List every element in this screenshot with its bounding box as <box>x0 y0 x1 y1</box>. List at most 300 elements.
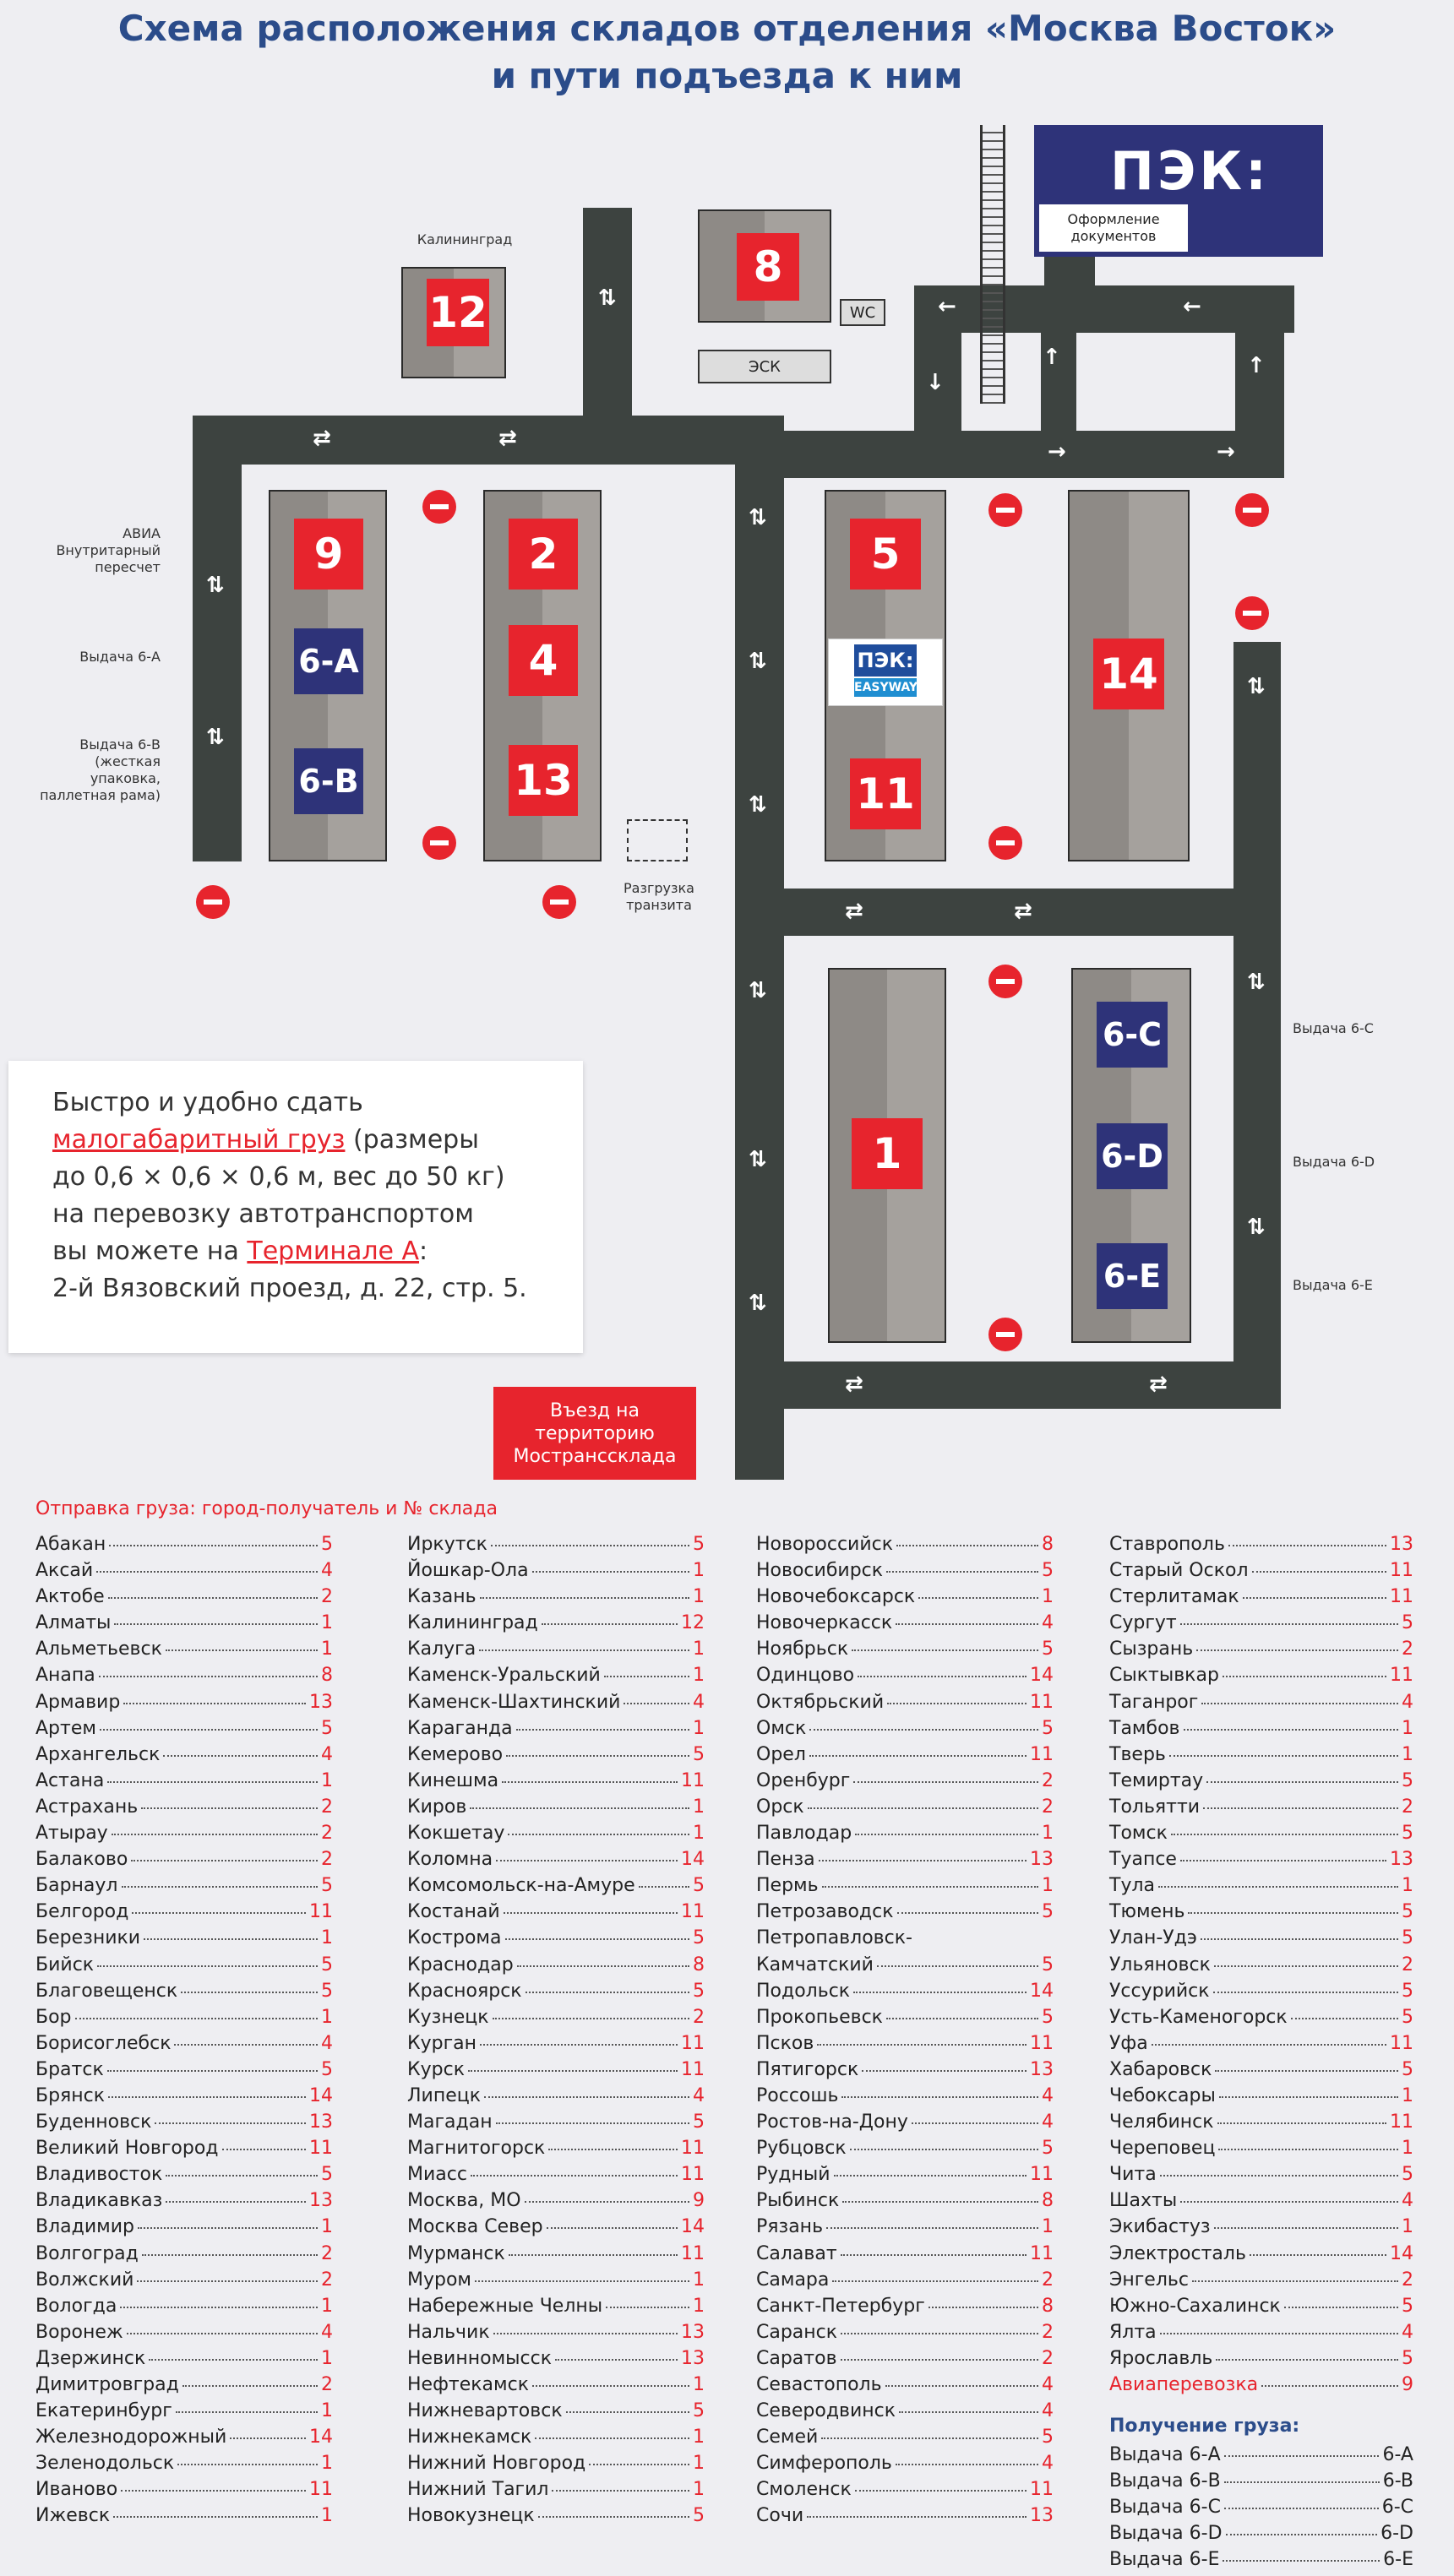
warehouse-number: 1 <box>321 2453 333 2475</box>
warehouse-number: 1 <box>321 1612 333 1634</box>
city-name: Тюмень <box>1109 1901 1185 1923</box>
warehouse-number: 5 <box>321 1954 333 1975</box>
receive-heading: Получение груза: <box>1109 2416 1300 2437</box>
city-name: Оренбург <box>756 1769 851 1791</box>
kaliningrad-label: Калининград <box>417 231 513 247</box>
warehouse-number: 5 <box>1042 1901 1054 1923</box>
city-name: Тула <box>1109 1875 1156 1897</box>
warehouse-number: 1 <box>693 1586 705 1608</box>
warehouse-number: 5 <box>1402 1823 1413 1845</box>
warehouse-number: 4 <box>1042 2374 1054 2395</box>
warehouse-number: 1 <box>1402 2216 1413 2238</box>
list-item <box>35 1823 333 1849</box>
two-way-arrow-icon: ⇅ <box>749 649 767 674</box>
city-name: Ижевск <box>35 2505 111 2527</box>
warehouse-number: 1 <box>693 1823 705 1845</box>
list-item <box>756 1875 1054 1901</box>
list-item <box>756 2296 1054 2322</box>
list-item <box>1109 1692 1413 1718</box>
city-name: Архангельск <box>35 1743 161 1765</box>
list-item <box>407 2164 705 2190</box>
warehouse-number: 5 <box>1402 2058 1413 2080</box>
city-name: Томск <box>1109 1823 1168 1845</box>
warehouse-number: 13 <box>1030 2058 1054 2080</box>
two-way-arrow-icon: ⇅ <box>1247 1215 1266 1240</box>
list-item <box>35 2190 333 2216</box>
list-item <box>756 1744 1054 1770</box>
warehouse-number: 5 <box>1042 2138 1054 2160</box>
warehouse-number: 2 <box>321 2374 333 2395</box>
warehouse-number: 4 <box>321 1560 333 1582</box>
warehouse-number: 2 <box>693 2006 705 2028</box>
list-item <box>407 2243 705 2269</box>
two-way-arrow-icon: ⇅ <box>206 725 225 750</box>
warehouse-number: 1 <box>1402 2138 1413 2160</box>
two-way-arrow-icon: ⇄ <box>845 1372 863 1397</box>
warehouse-number: 11 <box>1030 2242 1054 2264</box>
city-name: Москва Север <box>407 2216 543 2238</box>
city-name: Пенза <box>756 1849 815 1871</box>
city-name: Волгоград <box>35 2242 139 2264</box>
no-entry-icon <box>422 490 456 524</box>
list-item <box>1109 2164 1413 2190</box>
list-item <box>1109 2497 1413 2523</box>
city-name: Сочи <box>756 2505 804 2527</box>
list-item <box>756 1981 1054 2007</box>
city-name: Бийск <box>35 1954 95 1975</box>
city-name: Кинешма <box>407 1769 499 1791</box>
warehouse-number: 5 <box>321 1717 333 1739</box>
list-item <box>1109 1981 1413 2007</box>
city-name: Рубцовск <box>756 2138 847 2160</box>
list-item <box>35 2453 333 2479</box>
warehouse-11: 11 <box>850 758 921 829</box>
city-name: Ульяновск <box>1109 1954 1211 1975</box>
city-name: Москва, МО <box>407 2190 521 2212</box>
warehouse-number: 1 <box>693 2269 705 2291</box>
city-name: Энгельс <box>1109 2269 1189 2291</box>
railway-track <box>980 125 1005 404</box>
city-name: Орск <box>756 1796 804 1818</box>
city-name: Тамбов <box>1109 1717 1180 1739</box>
city-name: Пермь <box>756 1875 819 1897</box>
warehouse-number: 5 <box>321 1980 333 2002</box>
warehouse-number: 11 <box>681 2058 705 2080</box>
warehouse-number: 4 <box>1042 2084 1054 2106</box>
city-name: Артем <box>35 1717 96 1739</box>
list-item <box>35 1770 333 1796</box>
warehouse-number: 2 <box>321 2242 333 2264</box>
warehouse-number: 5 <box>1402 1980 1413 2002</box>
list-item <box>1109 1796 1413 1823</box>
list-item <box>35 2216 333 2242</box>
city-name: Новороссийск <box>756 1534 894 1555</box>
city-name: Курган <box>407 2032 477 2054</box>
city-name: Северодвинск <box>756 2400 896 2422</box>
list-item <box>35 2427 333 2453</box>
list-item <box>407 2427 705 2453</box>
warehouse-number: 11 <box>1030 2032 1054 2054</box>
warehouse-number: 5 <box>693 1743 705 1765</box>
warehouse-number: 1 <box>321 2216 333 2238</box>
warehouse-number: 2 <box>321 1586 333 1608</box>
city-name: Электросталь <box>1109 2242 1246 2264</box>
warehouse-number: 5 <box>321 1875 333 1897</box>
list-item <box>756 2164 1054 2190</box>
city-name: Петропавловск- <box>756 1927 912 1949</box>
promo-terminal-a-link[interactable]: Терминале А <box>247 1236 420 1266</box>
warehouse-6d: 6-D <box>1097 1123 1168 1189</box>
list-item <box>756 1560 1054 1586</box>
two-way-arrow-icon: ⇅ <box>749 1147 767 1172</box>
list-item <box>756 1612 1054 1639</box>
city-name: Ростов-на-Дону <box>756 2111 908 2133</box>
city-name: Кузнецк <box>407 2006 489 2028</box>
warehouse-number: 2 <box>1042 2321 1054 2343</box>
warehouse-number: 11 <box>1390 1665 1413 1687</box>
warehouse-6c: 6-C <box>1097 1002 1168 1068</box>
list-item <box>756 1692 1054 1718</box>
city-name: Буденновск <box>35 2111 152 2133</box>
no-entry-icon <box>422 826 456 860</box>
warehouse-number: 1 <box>693 1796 705 1818</box>
list-item <box>1109 2085 1413 2111</box>
city-name: Владикавказ <box>35 2190 163 2212</box>
city-name: Ярославль <box>1109 2347 1213 2369</box>
warehouse-number: 2 <box>321 1823 333 1845</box>
list-item <box>407 2138 705 2164</box>
city-name: Вологда <box>35 2295 117 2317</box>
city-name: Одинцово <box>756 1665 855 1687</box>
list-item <box>756 1639 1054 1665</box>
warehouse-number: 5 <box>1402 1927 1413 1949</box>
list-item <box>35 2296 333 2322</box>
list-item <box>1109 2549 1413 2575</box>
city-name: Пятигорск <box>756 2058 859 2080</box>
list-item <box>407 2190 705 2216</box>
no-entry-icon <box>988 493 1022 527</box>
warehouse-number: 11 <box>1030 1691 1054 1713</box>
city-name: Уфа <box>1109 2032 1148 2054</box>
city-name: Астана <box>35 1769 105 1791</box>
city-name: Димитровград <box>35 2374 179 2395</box>
warehouse-number: 13 <box>309 2111 333 2133</box>
list-item <box>1109 2138 1413 2164</box>
list-item <box>35 2164 333 2190</box>
city-name: Нижний Тагил <box>407 2479 549 2501</box>
list-item <box>35 1665 333 1691</box>
list-item <box>407 1770 705 1796</box>
warehouse-number: 1 <box>1402 2084 1413 2106</box>
list-item <box>35 1612 333 1639</box>
index-column-4 <box>1109 1534 1413 2576</box>
warehouse-number: 6-A <box>1382 2444 1413 2466</box>
two-way-arrow-icon: ⇅ <box>749 978 767 1003</box>
city-name: Великий Новгород <box>35 2138 219 2160</box>
warehouse-number: 6-C <box>1381 2497 1413 2519</box>
list-item <box>1109 1718 1413 1744</box>
city-name: Воронеж <box>35 2321 123 2343</box>
entry-sign: Въезд на территорию Мострансcклада <box>493 1387 696 1480</box>
list-item <box>35 2085 333 2111</box>
list-item <box>407 2033 705 2059</box>
warehouse-number: 9 <box>693 2190 705 2212</box>
warehouse-number: 1 <box>321 2295 333 2317</box>
city-name: Темиртау <box>1109 1769 1204 1791</box>
city-name: Бор <box>35 2006 72 2028</box>
city-name: Абакан <box>35 1534 106 1555</box>
city-name: Курск <box>407 2058 465 2080</box>
list-item <box>35 1639 333 1665</box>
warehouse-number: 1 <box>693 2453 705 2475</box>
page-subtitle: и пути подъезда к ним <box>491 55 963 96</box>
warehouse-number: 5 <box>1042 1717 1054 1739</box>
city-name: Санкт-Петербург <box>756 2295 925 2317</box>
city-name: Ноябрьск <box>756 1639 849 1660</box>
index-column-1 <box>35 1534 333 2532</box>
warehouse-number: 6-B <box>1382 2470 1413 2492</box>
warehouse-number: 14 <box>681 1849 705 1871</box>
promo-line-6: 2-й Вязовский проезд, д. 22, стр. 5. <box>52 1274 527 1303</box>
warehouse-13: 13 <box>509 745 578 816</box>
warehouse-number: 5 <box>1402 1901 1413 1923</box>
city-name: Севастополь <box>756 2374 882 2395</box>
list-item <box>35 2007 333 2033</box>
promo-line-1: Быстро и удобно сдать <box>52 1088 363 1117</box>
list-item <box>35 1718 333 1744</box>
two-way-arrow-icon: ⇅ <box>206 573 225 598</box>
warehouse-number: 5 <box>321 2058 333 2080</box>
warehouse-number: 1 <box>1042 1586 1054 1608</box>
warehouse-number: 13 <box>1030 2505 1054 2527</box>
list-item <box>35 1560 333 1586</box>
no-entry-icon <box>1235 596 1269 630</box>
city-name: Стерлитамак <box>1109 1586 1239 1608</box>
list-item <box>35 1927 333 1954</box>
list-item <box>1109 1586 1413 1612</box>
list-item <box>1109 2190 1413 2216</box>
warehouse-number: 4 <box>1402 2190 1413 2212</box>
two-way-arrow-icon: ⇄ <box>313 426 331 451</box>
warehouse-number: 11 <box>309 2138 333 2160</box>
list-item <box>407 2269 705 2296</box>
list-item <box>35 1849 333 1875</box>
vydacha-6b-label: Выдача 6-В (жесткая упаковка, паллетная рама) <box>40 736 161 803</box>
city-name: Краснодар <box>407 1954 514 1975</box>
city-name: Липецк <box>407 2084 482 2106</box>
vydacha-6c-label: Выдача 6-С <box>1293 1020 1374 1036</box>
promo-line-5: вы можете на Терминале А: <box>52 1236 428 1266</box>
warehouse-number: 11 <box>681 2032 705 2054</box>
list-item <box>1109 1612 1413 1639</box>
warehouse-number: 2 <box>1402 1796 1413 1818</box>
city-name: Новочебоксарск <box>756 1586 916 1608</box>
list-item <box>35 2374 333 2400</box>
warehouse-number: 1 <box>693 1665 705 1687</box>
wc-label: WC <box>840 299 885 326</box>
city-name: Орел <box>756 1743 806 1765</box>
city-name: Коломна <box>407 1849 493 1871</box>
city-name: Анапа <box>35 1665 95 1687</box>
list-item <box>35 2348 333 2374</box>
two-way-arrow-icon: ⇅ <box>749 505 767 530</box>
arrow-right-icon: → <box>1217 439 1235 465</box>
warehouse-8: 8 <box>737 233 799 301</box>
city-name: Саратов <box>756 2347 837 2369</box>
warehouse-number: 11 <box>1390 1586 1413 1608</box>
city-name: Балаково <box>35 1849 128 1871</box>
warehouse-number: 1 <box>1402 1717 1413 1739</box>
no-entry-icon <box>196 885 230 919</box>
list-item <box>407 2505 705 2531</box>
city-name: Брянск <box>35 2084 106 2106</box>
warehouse-6b: 6-B <box>294 748 363 814</box>
warehouse-number: 14 <box>1030 1980 1054 2002</box>
city-name: Калуга <box>407 1639 476 1660</box>
city-name: Нижневартовск <box>407 2400 563 2422</box>
city-name: Подольск <box>756 1980 851 2002</box>
list-item <box>1109 2348 1413 2374</box>
list-item <box>35 2138 333 2164</box>
list-item <box>756 1823 1054 1849</box>
city-name: Рудный <box>756 2164 830 2186</box>
warehouse-6a: 6-A <box>294 628 363 694</box>
list-item <box>35 2059 333 2085</box>
warehouse-number: 11 <box>681 2242 705 2264</box>
warehouse-number: 11 <box>1390 2032 1413 2054</box>
warehouse-number: 5 <box>1402 1769 1413 1791</box>
warehouse-number: 2 <box>1402 1639 1413 1660</box>
esk-label: ЭСК <box>698 350 831 383</box>
warehouse-number: 2 <box>1042 1796 1054 1818</box>
city-name: Камчатский <box>756 1954 874 1975</box>
city-name: Челябинск <box>1109 2111 1214 2133</box>
list-item <box>1109 2296 1413 2322</box>
city-name: Йошкар-Ола <box>407 1560 529 1582</box>
warehouse-number: 4 <box>1042 2111 1054 2133</box>
list-item <box>756 1901 1054 1927</box>
pek-logo: ПЭК: <box>1110 140 1270 202</box>
list-item <box>1109 1770 1413 1796</box>
city-name: Миасс <box>407 2164 467 2186</box>
list-item <box>407 1796 705 1823</box>
list-item <box>756 2374 1054 2400</box>
city-name: Атырау <box>35 1823 108 1845</box>
warehouse-number: 13 <box>309 2190 333 2212</box>
warehouse-number: 5 <box>1042 1560 1054 1582</box>
city-name: Комсомольск-на-Амуре <box>407 1875 635 1897</box>
list-item <box>407 1954 705 1981</box>
warehouse-number: 13 <box>1030 1849 1054 1871</box>
city-name: Новочеркасск <box>756 1612 893 1634</box>
warehouse-number: 11 <box>1030 2479 1054 2501</box>
city-name: Петрозаводск <box>756 1901 894 1923</box>
list-item <box>1109 2523 1413 2549</box>
list-item <box>35 2322 333 2348</box>
warehouse-number: 4 <box>321 2321 333 2343</box>
city-name: Октябрьский <box>756 1691 885 1713</box>
list-item <box>756 2505 1054 2531</box>
city-name: Самара <box>756 2269 830 2291</box>
no-entry-icon <box>988 1318 1022 1351</box>
list-item <box>35 2243 333 2269</box>
warehouse-number: 14 <box>1030 1665 1054 1687</box>
list-item <box>35 1586 333 1612</box>
arrow-left-icon: ← <box>938 294 956 319</box>
warehouse-number: 2 <box>1402 1954 1413 1975</box>
city-name: Каменск-Уральский <box>407 1665 601 1687</box>
list-item <box>407 1692 705 1718</box>
warehouse-number: 4 <box>1402 1691 1413 1713</box>
city-name: Кемерово <box>407 1743 504 1765</box>
warehouse-number: 4 <box>1402 2321 1413 2343</box>
city-name: Казань <box>407 1586 476 1608</box>
two-way-arrow-icon: ⇄ <box>498 426 517 451</box>
no-entry-icon <box>1235 493 1269 527</box>
city-name: Салават <box>756 2242 837 2264</box>
list-item <box>756 1849 1054 1875</box>
avia-label: АВИА Внутритарный пересчет <box>56 525 161 575</box>
list-item <box>35 2111 333 2138</box>
list-item <box>407 1744 705 1770</box>
list-item <box>407 1586 705 1612</box>
city-name: Выдача 6-В <box>1109 2470 1221 2492</box>
city-name: Выдача 6-Е <box>1109 2549 1220 2571</box>
warehouse-number: 5 <box>1402 1612 1413 1634</box>
city-name: Мурманск <box>407 2242 505 2264</box>
warehouse-number: 11 <box>309 1901 333 1923</box>
city-name: Семей <box>756 2427 819 2448</box>
list-item <box>1109 1665 1413 1691</box>
city-name: Сыктывкар <box>1109 1665 1219 1687</box>
list-item <box>35 1954 333 1981</box>
list-item <box>756 2453 1054 2479</box>
city-name: Таганрог <box>1109 1691 1199 1713</box>
city-name: Тольятти <box>1109 1796 1201 1818</box>
list-item <box>756 1534 1054 1560</box>
warehouse-5: 5 <box>850 519 921 590</box>
warehouse-number: 8 <box>1042 2295 1054 2317</box>
warehouse-number: 11 <box>681 2138 705 2160</box>
warehouse-number: 2 <box>1042 2269 1054 2291</box>
city-name: Омск <box>756 1717 807 1739</box>
warehouse-number: 1 <box>693 1639 705 1660</box>
list-item <box>35 2479 333 2505</box>
list-item <box>407 1560 705 1586</box>
city-name: Альметьевск <box>35 1639 162 1660</box>
list-item <box>1109 2033 1413 2059</box>
transit-unloading-zone <box>627 819 688 861</box>
list-item <box>35 1875 333 1901</box>
city-name: Аксай <box>35 1560 94 1582</box>
warehouse-number: 5 <box>1402 2295 1413 2317</box>
list-item <box>35 1534 333 1560</box>
arrow-right-icon: → <box>1048 439 1066 465</box>
list-item <box>407 1665 705 1691</box>
list-item <box>756 1586 1054 1612</box>
vydacha-6d-label: Выдача 6-D <box>1293 1154 1375 1170</box>
warehouse-number: 5 <box>693 2505 705 2527</box>
list-item <box>35 1692 333 1718</box>
city-name: Актобе <box>35 1586 105 1608</box>
warehouse-number: 4 <box>1042 1612 1054 1634</box>
warehouse-number: 11 <box>1390 1560 1413 1582</box>
promo-small-cargo-link[interactable]: малогабаритный груз <box>52 1125 346 1155</box>
city-name: Выдача 6-С <box>1109 2497 1221 2519</box>
city-name: Каменск-Шахтинский <box>407 1691 621 1713</box>
warehouse-number: 5 <box>693 2111 705 2133</box>
index-heading: Отправка груза: город-получатель и № склада <box>35 1498 498 1519</box>
